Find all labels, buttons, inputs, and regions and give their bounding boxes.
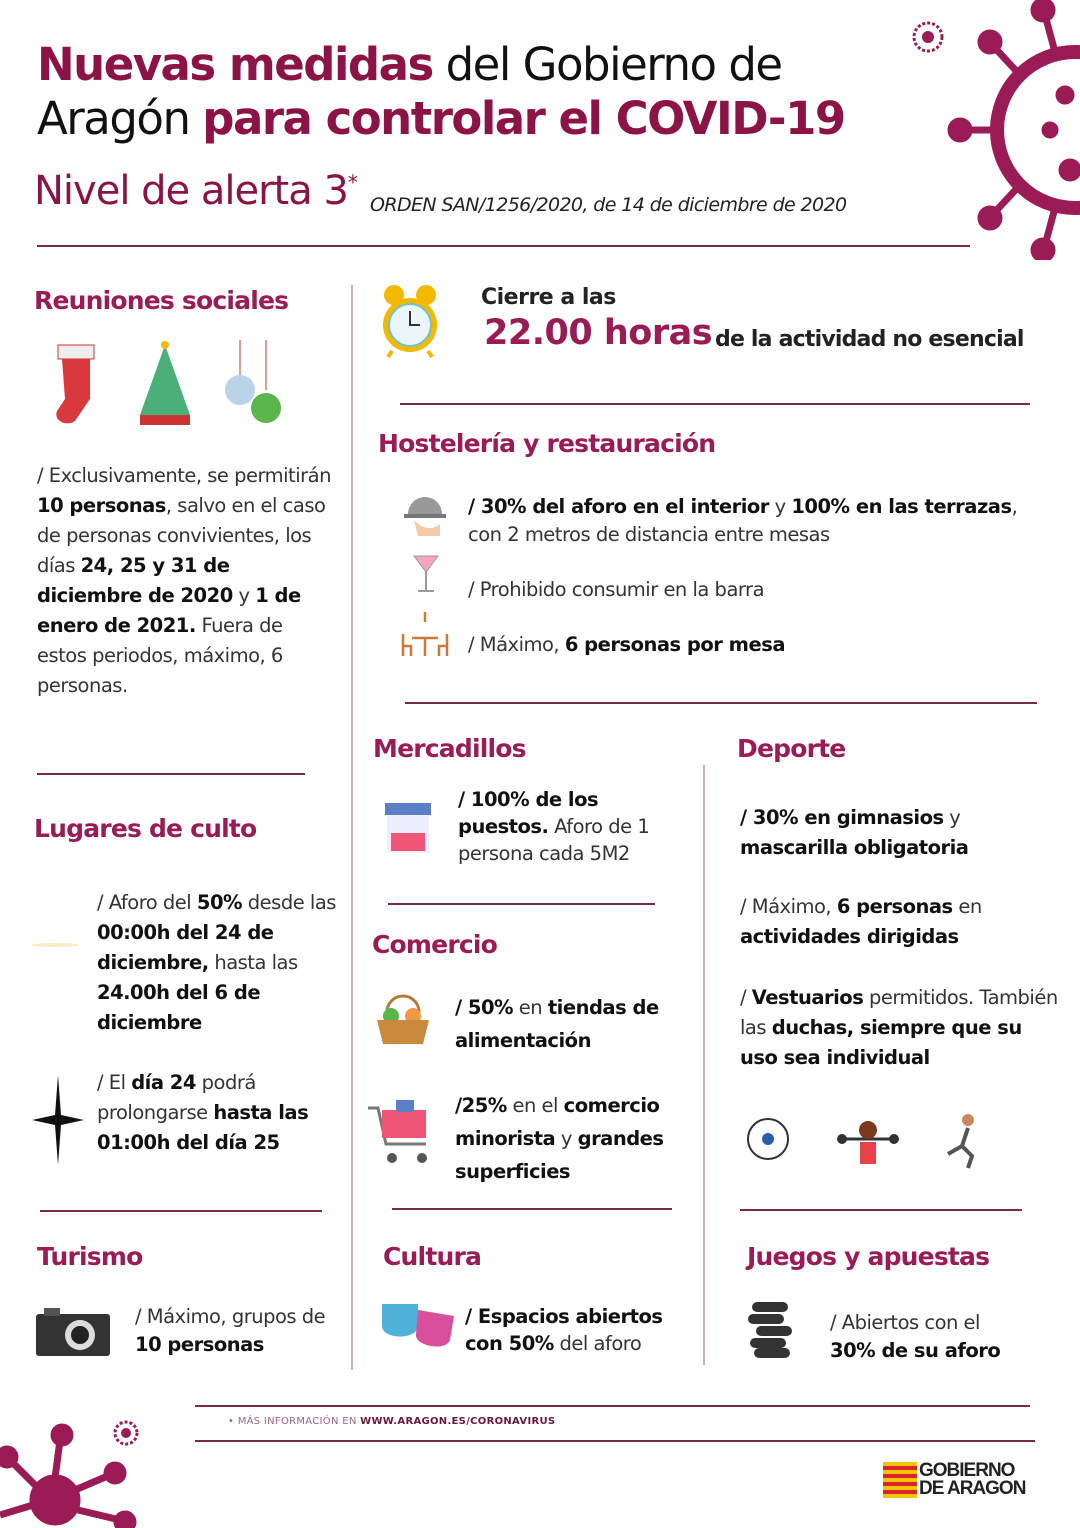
glow-star-icon <box>30 935 80 955</box>
weightlifter-icon <box>837 1121 899 1164</box>
shopping-cart-icon <box>366 1100 432 1166</box>
cocktail-icon <box>412 550 440 594</box>
culto-text-1 <box>97 888 347 1038</box>
divider <box>388 903 655 905</box>
bold-text: Nuevas medidas <box>37 38 433 91</box>
text-segment: / Máximo, grupos de <box>135 1305 326 1328</box>
small-virus-icon <box>108 1415 144 1451</box>
logo-line-1: GOBIERNO <box>919 1460 1015 1481</box>
logo-line-2: DE ARAGON <box>919 1478 1026 1499</box>
bold-text: /25% <box>455 1094 507 1117</box>
bold-text: 100% en las terrazas <box>791 495 1012 518</box>
bold-text: duchas, siempre que su uso sea individual <box>740 1016 1022 1069</box>
text-segment: / Máximo, <box>468 633 565 656</box>
table-chairs-icon <box>400 612 450 658</box>
runner-icon <box>948 1114 974 1168</box>
text-segment: en <box>952 895 982 918</box>
more-info: • MÁS INFORMACIÓN EN WWW.ARAGON.ES/CORONAVIRUS <box>228 1416 556 1427</box>
text-segment: / <box>740 986 752 1009</box>
divider <box>392 1208 672 1210</box>
divider <box>40 1210 322 1212</box>
aragon-flag-icon <box>883 1462 917 1498</box>
section-heading-comercio: Comercio <box>372 930 498 959</box>
text-segment: / Exclusivamente, se permitirán <box>37 464 331 487</box>
bold-text: grandes superficies <box>455 1127 664 1183</box>
order-reference: ORDEN SAN/1256/2020, de 14 de diciembre de 2020 <box>370 194 847 216</box>
section-heading-mercadillos: Mercadillos <box>373 734 526 763</box>
text-segment: , salvo en el caso de personas convivientes, los días <box>37 494 326 577</box>
text-segment: desde las <box>242 891 336 914</box>
food-cloche-icon <box>404 490 446 540</box>
turismo-text <box>135 1303 335 1359</box>
text-segment: y <box>555 1127 578 1150</box>
hosteleria-item <box>468 630 1028 660</box>
title-line-1 <box>37 38 782 91</box>
text-segment: / Aforo del <box>97 891 197 914</box>
cierre-line1: Cierre a las <box>481 285 616 310</box>
christmas-ornaments-icon <box>225 340 281 423</box>
bold-text: 24.00h del 6 de diciembre <box>97 981 261 1034</box>
bold-text: 00:00h del 24 de diciembre, <box>97 921 274 974</box>
text-segment: hasta las <box>208 951 298 974</box>
alert-asterisk: * <box>347 170 357 195</box>
divider <box>405 702 1037 704</box>
more-info-link[interactable]: WWW.ARAGON.ES/CORONAVIRUS <box>360 1416 556 1427</box>
deporte-item <box>740 892 1060 952</box>
juegos-text <box>830 1309 1030 1365</box>
divider <box>37 245 970 247</box>
alert-level <box>34 168 357 214</box>
bold-text: / 100% de los puestos. <box>458 788 599 838</box>
comercio-item <box>455 991 690 1057</box>
text-segment: / Prohibido consumir en la barra <box>468 578 765 601</box>
bold-text: 50% <box>196 891 243 914</box>
hosteleria-item <box>468 493 1038 549</box>
bold-text: 10 personas <box>135 1333 264 1356</box>
hosteleria-item <box>468 575 1028 605</box>
divider <box>400 403 1030 405</box>
bold-text: 24, 25 y 31 de diciembre de 2020 <box>37 554 233 607</box>
text-segment: , con 2 metros de distancia entre mesas <box>468 495 1018 546</box>
divider <box>37 773 305 775</box>
section-heading-turismo: Turismo <box>37 1242 143 1271</box>
column-divider <box>351 285 353 1370</box>
cierre-rest: de la actividad no esencial <box>715 327 1024 352</box>
section-heading-deporte: Deporte <box>737 734 846 763</box>
virus-icon <box>940 0 1080 260</box>
bold-text: / 30% en gimnasios <box>740 806 944 829</box>
alarm-clock-icon <box>380 283 440 359</box>
grocery-basket-icon <box>375 990 431 1046</box>
more-info-label: MÁS INFORMACIÓN EN <box>237 1416 361 1427</box>
bold-text: mascarilla obligatoria <box>740 836 969 859</box>
christmas-stocking-icon <box>56 345 94 423</box>
gobierno-aragon-logo <box>883 1462 1025 1498</box>
text-segment: Fuera de estos periodos, máximo, 6 personas. <box>37 614 283 697</box>
culto-text-2 <box>97 1068 342 1158</box>
section-heading-juegos: Juegos y apuestas <box>747 1242 990 1271</box>
bold-text: / 30% del aforo en el interior <box>468 495 769 518</box>
comercio-item <box>455 1089 700 1188</box>
text-segment: en <box>513 996 548 1019</box>
bold-text: 10 personas <box>37 494 166 517</box>
text-segment: y <box>232 584 256 607</box>
section-heading-culto: Lugares de culto <box>34 814 257 843</box>
text-segment: podrá prolongarse <box>97 1071 256 1124</box>
text-segment: / El <box>97 1071 132 1094</box>
bold-text: Vestuarios <box>751 986 864 1009</box>
deporte-item <box>740 983 1060 1073</box>
bold-text: comercio minorista <box>455 1094 660 1150</box>
cultura-text <box>465 1303 695 1357</box>
soccer-ball-icon <box>748 1119 788 1159</box>
section-heading-cultura: Cultura <box>383 1242 482 1271</box>
bold-text: tiendas de alimentación <box>455 996 659 1052</box>
casino-chips-icon <box>748 1302 794 1358</box>
mercadillos-text <box>458 786 683 867</box>
divider <box>195 1440 1035 1442</box>
bold-text: / 50% <box>455 996 514 1019</box>
text-segment: Aragón <box>37 92 203 145</box>
alert-level-text: Nivel de alerta 3 <box>34 168 348 214</box>
title-line-2 <box>37 92 845 145</box>
bold-text: 6 personas por mesa <box>564 633 785 656</box>
market-stall-icon <box>383 803 433 855</box>
christmas-tree-icon <box>140 341 190 425</box>
section-heading-hosteleria: Hostelería y restauración <box>378 429 716 458</box>
bold-text: 30% de su aforo <box>830 1339 1001 1362</box>
section-heading-reuniones: Reuniones sociales <box>34 286 289 315</box>
text-segment: Aforo de 1 persona cada 5M2 <box>458 815 650 865</box>
camera-icon <box>36 1308 110 1356</box>
text-segment: y <box>943 806 961 829</box>
text-segment: y <box>768 495 792 518</box>
bold-text: 6 personas <box>836 895 953 918</box>
sparkle-star-icon <box>32 1075 84 1165</box>
divider <box>740 1209 1022 1211</box>
text-segment: en el <box>506 1094 564 1117</box>
column-divider <box>703 765 705 1365</box>
deporte-item <box>740 803 1060 863</box>
text-segment: permitidos. También las <box>740 986 1058 1039</box>
cierre-time: 22.00 horas <box>484 313 713 353</box>
small-virus-icon <box>903 12 953 62</box>
bold-text: / Espacios abiertos con 50% <box>465 1305 663 1355</box>
christmas-icons <box>40 340 290 430</box>
bold-text: día 24 <box>131 1071 196 1094</box>
theater-masks-icon <box>380 1300 458 1354</box>
text-segment: del aforo <box>553 1332 642 1355</box>
bold-text: hasta las 01:00h del día 25 <box>97 1101 309 1154</box>
sport-icons <box>746 1112 986 1170</box>
bold-text: para controlar el COVID-19 <box>202 92 845 145</box>
divider <box>195 1405 1030 1407</box>
bold-text: actividades dirigidas <box>740 925 959 948</box>
text-segment: / Abiertos con el <box>830 1311 980 1334</box>
text-segment: del Gobierno de <box>432 38 782 91</box>
text-segment: / Máximo, <box>740 895 837 918</box>
bold-text: 1 de enero de 2021. <box>37 584 301 637</box>
reuniones-text <box>37 461 332 701</box>
